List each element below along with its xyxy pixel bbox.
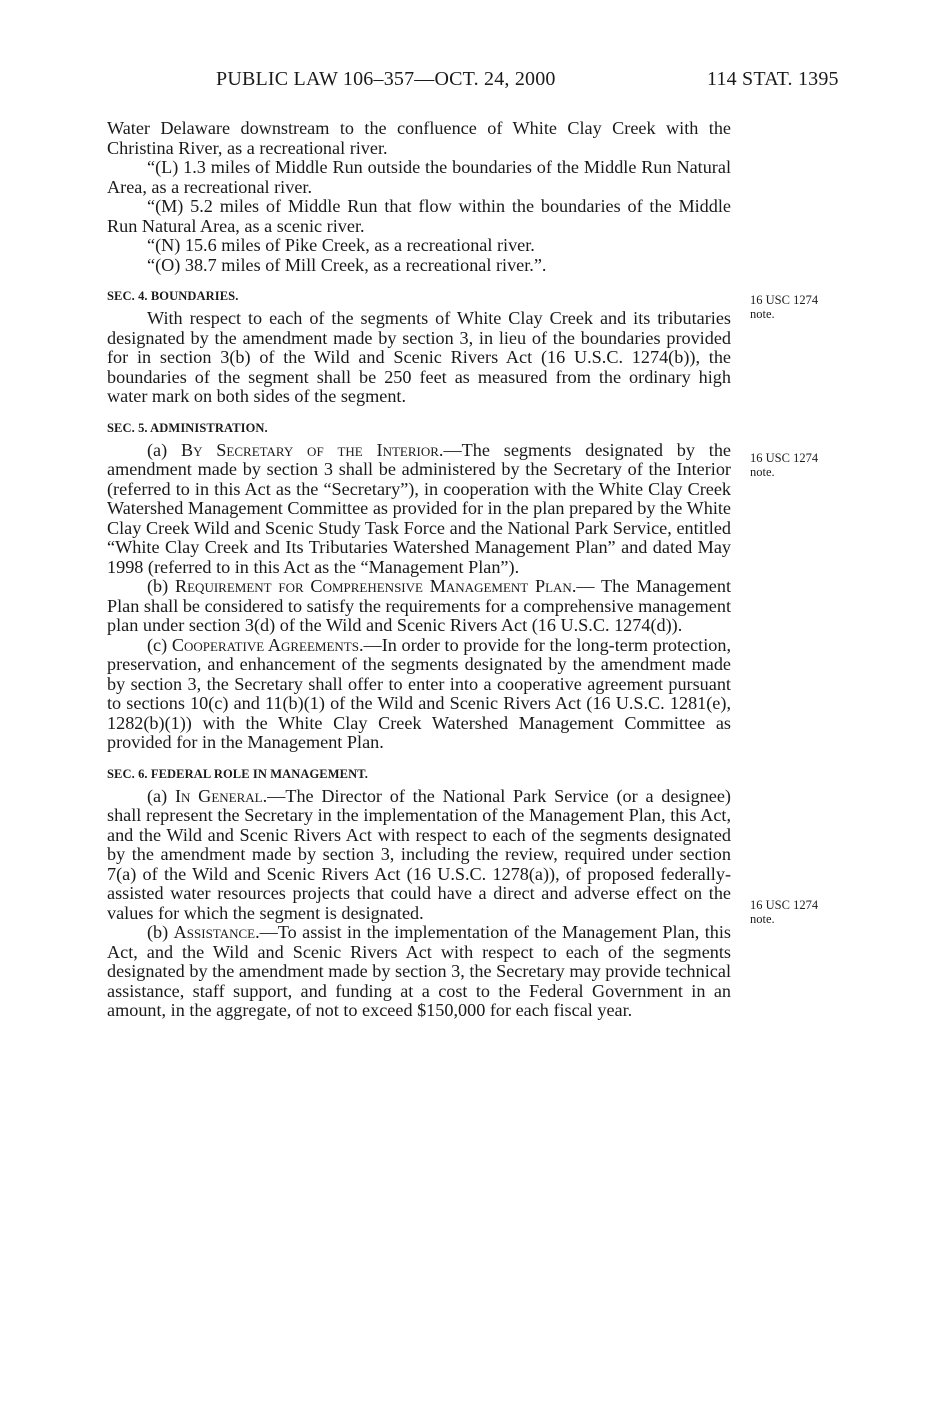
clause-O: “(O) 38.7 miles of Mill Creek, as a recreational river.”. xyxy=(147,254,547,275)
running-header-stat: 114 STAT. 1395 xyxy=(707,68,839,90)
section-6a: (a) In General.—The Director of the National Park Service (or a designee) shall represent the Secretary in the implementation of the Management Plan, this Act, and the Wild and Scenic Rivers Act with respect to each of the segments designated by the amendment made by section 3, including the review, required under section 7(a) of the Wild and Scenic Rivers Act (16 U.S.C. 1278(a)), of proposed federally-assisted water resources projects that could have a direct and adverse effect on the values for which the segment is designated. xyxy=(107,785,731,923)
section-5b: (b) Requirement for Comprehensive Management Plan.— The Management Plan shall be considered to satisfy the requirements for a comprehensive management plan under section 3(d) of the Wild and Scenic Rivers Act (16 U.S.C. 1274(d)). xyxy=(107,576,731,635)
section-5c: (c) Cooperative Agreements.—In order to provide for the long-term protection, preservation, and enhancement of the segments designated by the amendment made by section 3, the Secretary shall offer to enter into a cooperative agreement pursuant to sections 10(c) and 11(b)(1) of the Wild and Scenic Rivers Act (16 U.S.C. 1281(e), 1282(b)(1)) with the White Clay Creek Watershed Management Committee as provided for in the Management Plan. xyxy=(107,634,731,752)
margin-note-sec6: 16 USC 1274 note. xyxy=(750,898,819,926)
margin-note-sec5: 16 USC 1274 note. xyxy=(750,451,819,479)
clause-M: “(M) 5.2 miles of Middle Run that flow within the boundaries of the Middle Run Natural Area, as a scenic river. xyxy=(107,196,731,236)
section-5-heading: SEC. 5. ADMINISTRATION. xyxy=(107,420,268,435)
section-6-heading: SEC. 6. FEDERAL ROLE IN MANAGEMENT. xyxy=(107,766,368,781)
margin-note-sec4: 16 USC 1274 note. xyxy=(750,293,819,321)
section-6b: (b) Assistance.—To assist in the implementation of the Management Plan, this Act, and the Wild and Scenic Rivers Act with respect to each of the segments designated by the amendment made by section 3, the Secretary may provide technical assistance, staff support, and funding at a cost to the Federal Government in an amount, in the aggregate, of not to exceed $150,000 for each fiscal year. xyxy=(107,922,731,1020)
section-5a: (a) By Secretary of the Interior.—The segments designated by the amendment made by section 3 shall be administered by the Secretary of the Interior (referred to in this Act as the “Secretary”), in cooperation with the White Clay Creek Watershed Management Committee as provided for in the plan prepared by the White Clay Creek Wild and Scenic Study Task Force and the National Park Service, entitled “White Clay Creek and Its Tributaries Watershed Management Plan” and dated May 1998 (referred to in this Act as the “Management Plan”). xyxy=(107,439,731,577)
section-5c-title: Cooperative Agreements. xyxy=(171,634,364,655)
document-body xyxy=(107,119,731,1021)
section-4-text: With respect to each of the segments of White Clay Creek and its tributaries designated by the amendment made by section 3, in lieu of the boundaries provided for in section 3(b) of the Wild and Scenic Rivers Act (16 U.S.C. 1274(b)), the boundaries of the segment shall be 250 feet as measured from the ordinary high water mark on both sides of the segment. xyxy=(107,308,731,406)
intro-continuation: Water Delaware downstream to the confluence of White Clay Creek with the Christina River, as a recreational river. xyxy=(107,118,731,158)
section-6a-title: In General. xyxy=(174,785,268,806)
section-6b-title: Assistance. xyxy=(173,922,260,942)
running-header-title: PUBLIC LAW 106–357—OCT. 24, 2000 xyxy=(216,68,556,90)
section-5b-title: Requirement for Comprehensive Management Plan. xyxy=(174,576,577,596)
section-5a-title: By Secretary of the Interior. xyxy=(180,439,444,460)
clause-N: “(N) 15.6 miles of Pike Creek, as a recreational river. xyxy=(147,235,535,255)
section-4-heading: SEC. 4. BOUNDARIES. xyxy=(107,289,239,303)
clause-L: “(L) 1.3 miles of Middle Run outside the boundaries of the Middle Run Natural Area, as a recreational river. xyxy=(107,157,731,197)
